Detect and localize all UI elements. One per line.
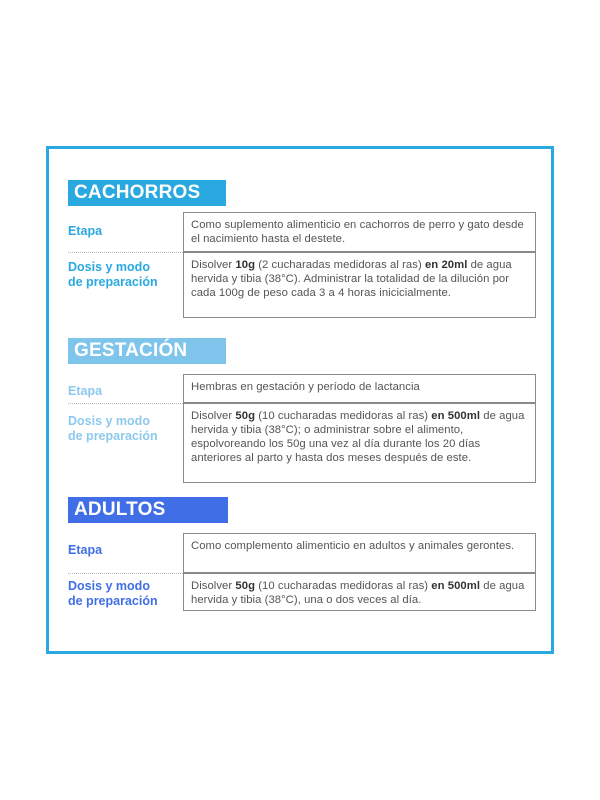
- row-divider: [68, 403, 183, 404]
- row-divider: [68, 573, 183, 574]
- dosis-text: de agua hervida y tibia (38°C), una o dos veces al día.: [191, 580, 525, 606]
- dosis-text: (10 cucharadas medidoras al ras): [255, 580, 432, 592]
- dosis-text: de agua hervida y tibia (38°C). Administrar la totalidad de la dilución por cada 100g de peso cada 3 a 4 horas inicicialmente.: [191, 259, 512, 299]
- etapa-box-adultos: Como complemento alimenticio en adultos y animales gerontes.: [183, 533, 536, 573]
- etapa-label: Etapa: [68, 224, 103, 238]
- dosis-text: Disolver: [191, 410, 236, 422]
- dosis-volume: en 20ml: [424, 259, 468, 271]
- dosis-amount: 50g: [235, 580, 256, 592]
- dosis-text: de agua hervida y tibia (38°C); o administrar sobre el alimento, espolvoreando los 50g una vez al día durante los 20 días anteriores al parto y hasta dos meses después de este.: [191, 410, 525, 464]
- dosis-text: Disolver: [191, 580, 236, 592]
- dosis-text: Disolver: [191, 259, 236, 271]
- etapa-label: Etapa: [68, 384, 103, 398]
- etapa-box-gestacion: Hembras en gestación y período de lactancia: [183, 374, 536, 403]
- dosis-label-line1: Dosis y modo: [68, 579, 150, 593]
- dosis-label-line1: Dosis y modo: [68, 414, 150, 428]
- etapa-label: Etapa: [68, 543, 103, 557]
- dosis-amount: 50g: [235, 410, 256, 422]
- section-title-cachorros: CACHORROS: [68, 180, 226, 206]
- section-title-gestacion: GESTACIÓN: [68, 338, 226, 364]
- dosis-text: (10 cucharadas medidoras al ras): [255, 410, 432, 422]
- dosis-volume: en 500ml: [431, 410, 481, 422]
- dosis-label: [68, 579, 185, 609]
- dosis-label-line2: de preparación: [68, 275, 158, 289]
- dosis-box-adultos: [183, 573, 536, 611]
- dosis-volume: en 500ml: [431, 580, 481, 592]
- section-adultos: [68, 497, 536, 608]
- dosis-amount: 10g: [235, 259, 256, 271]
- dosis-box-gestacion: [183, 403, 536, 483]
- dosis-label-line2: de preparación: [68, 429, 158, 443]
- dosis-label-line2: de preparación: [68, 594, 158, 608]
- section-gestacion: [68, 338, 536, 464]
- section-title-adultos: ADULTOS: [68, 497, 228, 523]
- dosis-box-cachorros: [183, 252, 536, 318]
- section-cachorros: [68, 180, 536, 299]
- dosis-label: [68, 414, 185, 444]
- dosage-frame: [46, 146, 554, 654]
- row-divider: [68, 252, 183, 253]
- dosis-label-line1: Dosis y modo: [68, 260, 150, 274]
- etapa-box-cachorros: Como suplemento alimenticio en cachorros de perro y gato desde el nacimiento hasta el destete.: [183, 212, 536, 252]
- dosis-text: (2 cucharadas medidoras al ras): [255, 259, 425, 271]
- dosis-label: [68, 260, 185, 290]
